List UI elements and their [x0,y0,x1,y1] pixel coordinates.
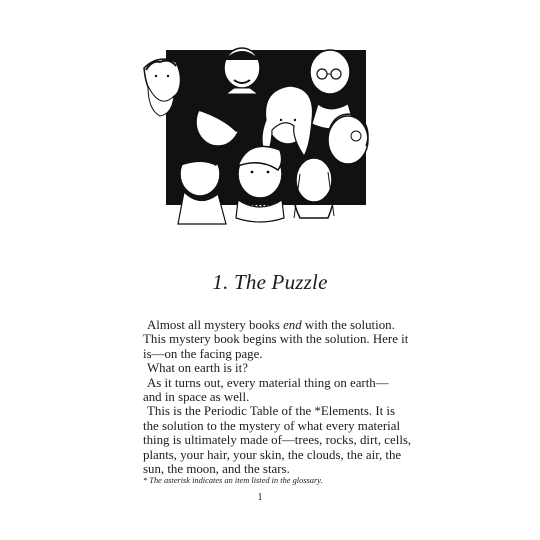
paragraph-2-line-1: What on earth is it? [147,361,248,376]
paragraph-1-line-2: This mystery book begins with the solution. Here it [143,332,409,347]
body-text [143,318,412,477]
chapter-title: 1. The Puzzle [212,270,328,294]
paragraph-1-line-1: Almost all mystery books end with the solution. [147,318,395,332]
paragraph-1-line-3: is—on the facing page. [143,346,263,361]
paragraph-4-line-2: the solution to the mystery of what every material [143,418,401,433]
chapter-illustration-scientists-portraits [138,40,378,230]
paragraph-3-line-1: As it turns out, every material thing on earth— [147,375,389,390]
paragraph-4-line-4: plants, your hair, your skin, the clouds, the air, the [143,447,402,462]
paragraph-3-line-2: and in space as well. [143,390,250,405]
glossary-footnote: * The asterisk indicates an item listed in the glossary. [143,476,323,485]
paragraph-4-line-5: sun, the moon, and the stars. [143,462,290,477]
page-number: 1 [257,492,263,503]
paragraph-4-line-1: This is the Periodic Table of the *Elements. It is [147,404,396,419]
paragraph-4-line-3: thing is ultimately made of—trees, rocks, dirt, cells, [143,433,412,448]
